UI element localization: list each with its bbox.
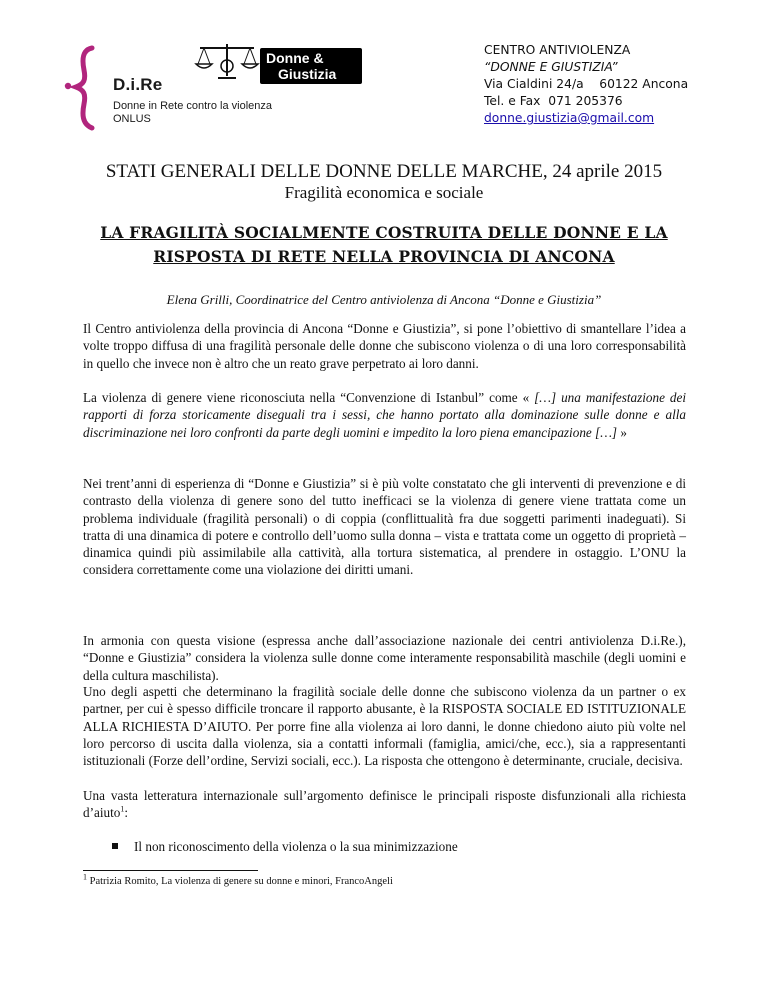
- paragraph-1: Il Centro antiviolenza della provincia di Ancona “Donne e Giustizia”, si pone l’obiettivo di smantellare l’idea a volte troppo diffusa di una fragilità personale delle donne che subiscono violenza o di una loro corresponsabilità in quello che invece non è altro che un reato grave perpetrato ai loro danni.: [83, 321, 686, 371]
- event-subtitle: Fragilità economica e sociale: [284, 183, 484, 202]
- paragraph-6: [83, 787, 686, 822]
- dg-logo-line1: Donne &: [266, 50, 324, 66]
- contact-block: [484, 42, 688, 127]
- paragraph-4: In armonia con questa visione (espressa anche dall’associazione nazionale dei centri antiviolenza D.i.Re.), “Donne e Giustizia” considera la violenza sulle donne come interamente responsabilità maschile (degli uomini e della cultura maschilista).: [83, 633, 686, 683]
- paragraph-5: Uno degli aspetti che determinano la fragilità sociale delle donne che subiscono violenza da un partner o ex partner, per cui è spesso difficile troncare il rapporto abusante, è la RISPOSTA SOCIALE ED ISTITUZIONALE ALLA RICHIESTA D’AIUTO. Per porre fine alla violenza ai loro danni, le donne chiedono aiuto più volte nel loro percorso di uscita dalla violenza, sia a contatti informali (famiglia, amici/che, ecc.), sia a rappresentanti istituzionali (Forze dell’ordine, Servizi sociali, ecc.). La risposta che ottengono è determinante, cruciale, decisiva.: [83, 684, 686, 769]
- footnote-divider: [83, 870, 258, 871]
- donne-giustizia-logo: [260, 48, 362, 84]
- dire-logo-tagline: [113, 100, 272, 126]
- contact-org-name: “DONNE E GIUSTIZIA”: [484, 60, 618, 74]
- square-bullet-icon: [112, 843, 118, 849]
- contact-email-link[interactable]: donne.giustizia@gmail.com: [484, 111, 655, 125]
- paragraph-2-end: »: [617, 424, 627, 440]
- contact-org: CENTRO ANTIVIOLENZA: [484, 43, 631, 57]
- paragraph-6-text: Una vasta letteratura internazionale sull’argomento definisce le principali risposte disfunzionali alla richiesta d’aiuto: [83, 788, 686, 821]
- footnote-ref[interactable]: 1: [120, 804, 125, 814]
- footnote-mark: 1: [83, 872, 87, 882]
- dire-brace-logo-icon: [62, 42, 110, 134]
- bullet-item-text: Il non riconoscimento della violenza o la sua minimizzazione: [134, 839, 458, 854]
- header-logos: [62, 42, 362, 134]
- article-heading: [0, 221, 768, 269]
- footnote-text: Patrizia Romito, La violenza di genere su donne e minori, FrancoAngeli: [89, 876, 393, 887]
- footnote: [83, 872, 393, 887]
- paragraph-2-lead: La violenza di genere viene riconosciuta nella “Convenzione di Istanbul” come «: [83, 390, 535, 405]
- istanbul-quote: […] una manifestazione dei rapporti di forza storicamente diseguali tra i sessi, che hanno portato alla dominazione sulle donne e alla discriminazione nei loro confronti da parte degli uomini e impedito la loro piena emancipazione […]: [83, 390, 686, 440]
- dire-tagline-line2: ONLUS: [113, 113, 151, 125]
- dire-logo-name: D.i.Re: [113, 75, 163, 94]
- dg-logo-line2: Giustizia: [278, 66, 337, 82]
- paragraph-2: [83, 389, 686, 441]
- heading-line1: LA FRAGILITÀ SOCIALMENTE COSTRUITA DELLE DONNE E LA: [100, 223, 668, 242]
- contact-phone: Tel. e Fax 071 205376: [484, 94, 623, 108]
- paragraph-3: Nei trent’anni di esperienza di “Donne e Giustizia” si è più volte constatato che gli interventi di prevenzione e di contrasto della violenza di genere sono del tutto inefficaci se la violenza di genere viene trattata come un problema individuale (fragilità personali) o di coppia (conflittualità fra due soggetti parimenti inadeguati). Si tratta di una dinamica di potere e controllo dell’uomo sulla donna – vista e trattata come un oggetto di proprietà – dinamica quindi più assimilabile alla cattività, alla tortura sistematica, al prendere in ostaggio. L’ONU la considera correttamente come una violazione dei diritti umani.: [83, 476, 686, 578]
- paragraph-6-end: :: [124, 805, 129, 821]
- event-title: STATI GENERALI DELLE DONNE DELLE MARCHE, 24 aprile 2015: [105, 161, 663, 182]
- dire-tagline-line1: Donne in Rete contro la violenza: [113, 100, 272, 112]
- heading-line2: RISPOSTA DI RETE NELLA PROVINCIA DI ANCONA: [153, 247, 615, 266]
- scales-of-justice-icon: [192, 42, 262, 82]
- author-line: Elena Grilli, Coordinatrice del Centro antiviolenza di Ancona “Donne e Giustizia”: [166, 292, 602, 307]
- bullet-item: [112, 839, 458, 855]
- contact-address: Via Cialdini 24/a 60122 Ancona: [484, 77, 689, 91]
